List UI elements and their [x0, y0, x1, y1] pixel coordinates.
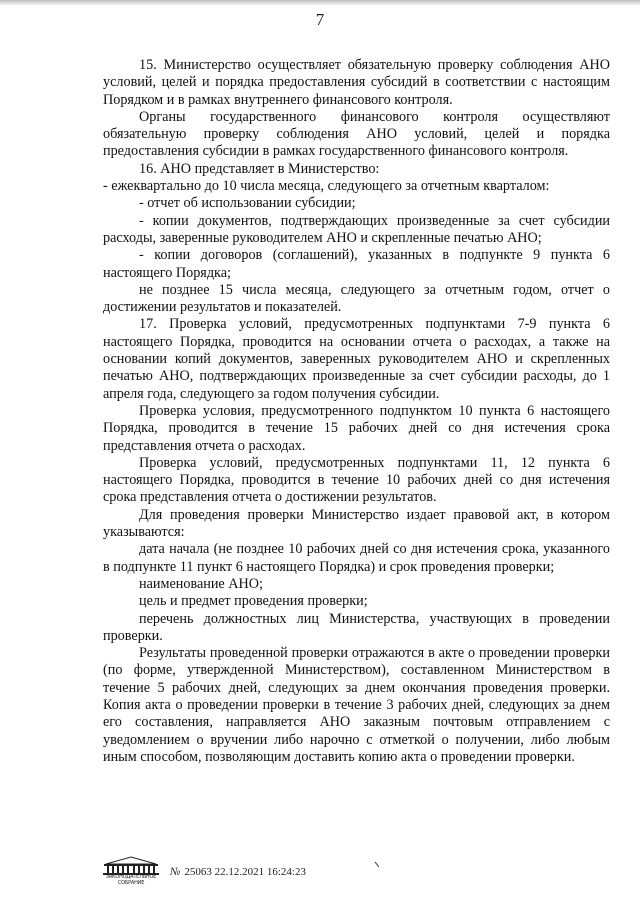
- stamp-caption: ЗАКОНОДАТЕЛЬНОЕ СОБРАНИЕ: [105, 874, 157, 886]
- registration-stamp: [170, 866, 306, 878]
- paragraph: Проверка условий, предусмотренных подпунктами 11, 12 пункта 6 настоящего Порядка, проводится в течение 10 рабочих дней со дня истечения срока представления отчета о достижении результатов.: [103, 454, 610, 506]
- paragraph: наименование АНО;: [139, 575, 263, 592]
- paragraph: 16. АНО представляет в Министерство:: [139, 160, 380, 177]
- paragraph: Органы государственного финансового контроля осуществляют обязательную проверку соблюдения АНО условий, целей и порядка предоставления субсидии в рамках государственного финансового контроля.: [103, 108, 610, 160]
- paragraph: - копии договоров (соглашений), указанных в подпункте 9 пункта 6 настоящего Порядка;: [103, 247, 610, 281]
- paragraph: 15. Министерство осуществляет обязательную проверку соблюдения АНО условий, целей и порядка предоставления субсидий в соответствии с настоящим Порядком и в рамках внутреннего финансового контроля.: [103, 57, 610, 108]
- paragraph: - копии документов, подтверждающих произведенные за счет субсидии расходы, заверенные руководителем АНО и скрепленные печатью АНО;: [103, 212, 610, 246]
- document-footer: [100, 856, 520, 886]
- paragraph: перечень должностных лиц Министерства, участвующих в проведении проверки.: [103, 610, 610, 644]
- registration-number-date: 25063 22.12.2021 16:24:23: [184, 866, 306, 878]
- paragraph: Результаты проведенной проверки отражаются в акте о проведении проверки (по форме, утвержденной Министерством), составленном Министерством в течение 5 рабочих дней, следующих за днем окончания проведения проверки. Копия акта о проведении проверки в течение 3 рабочих дней, следующих за днем его составления, направляется АНО заказным почтовым отправлением с уведомлением о вручении либо нарочно с отметкой о получении, либо любым иным способом, позволяющим доставить копию акта о проведении проверки.: [103, 645, 610, 765]
- paragraph: дата начала (не позднее 10 рабочих дней со дня истечения срока, указанного в подпункте 11 пункт 6 настоящего Порядка) и срок проведения проверки;: [103, 541, 610, 575]
- paragraph: Проверка условия, предусмотренного подпунктом 10 пункта 6 настоящего Порядка, проводится в течение 15 рабочих дней со дня истечения срока представления отчета о расходах.: [103, 402, 610, 454]
- paragraph: не позднее 15 числа месяца, следующего за отчетным годом, отчет о достижении результатов и показателей.: [103, 281, 610, 316]
- paragraph: - ежеквартально до 10 числа месяца, следующего за отчетным кварталом:: [103, 178, 550, 195]
- scan-edge-shadow: [0, 0, 640, 6]
- document-body: [103, 57, 610, 766]
- paragraph: 17. Проверка условий, предусмотренных подпунктами 7-9 пункта 6 настоящего Порядка, проводится на основании отчета о расходах, а также на основании копий документов, заверенных руководителем АНО и скрепленных печатью АНО, подтверждающих произведенные за счет субсидии расходы, до 1 апреля года, следующего за годом получения субсидии.: [103, 316, 610, 402]
- paragraph: - отчет об использовании субсидии;: [139, 195, 356, 212]
- paragraph: Для проведения проверки Министерство издает правовой акт, в котором указываются:: [103, 506, 610, 541]
- building-stamp-icon: [100, 856, 162, 884]
- page-number: 7: [315, 10, 325, 29]
- paragraph: цель и предмет проведения проверки;: [139, 593, 368, 610]
- pen-mark-icon: [373, 860, 383, 870]
- number-sign: №: [170, 866, 181, 878]
